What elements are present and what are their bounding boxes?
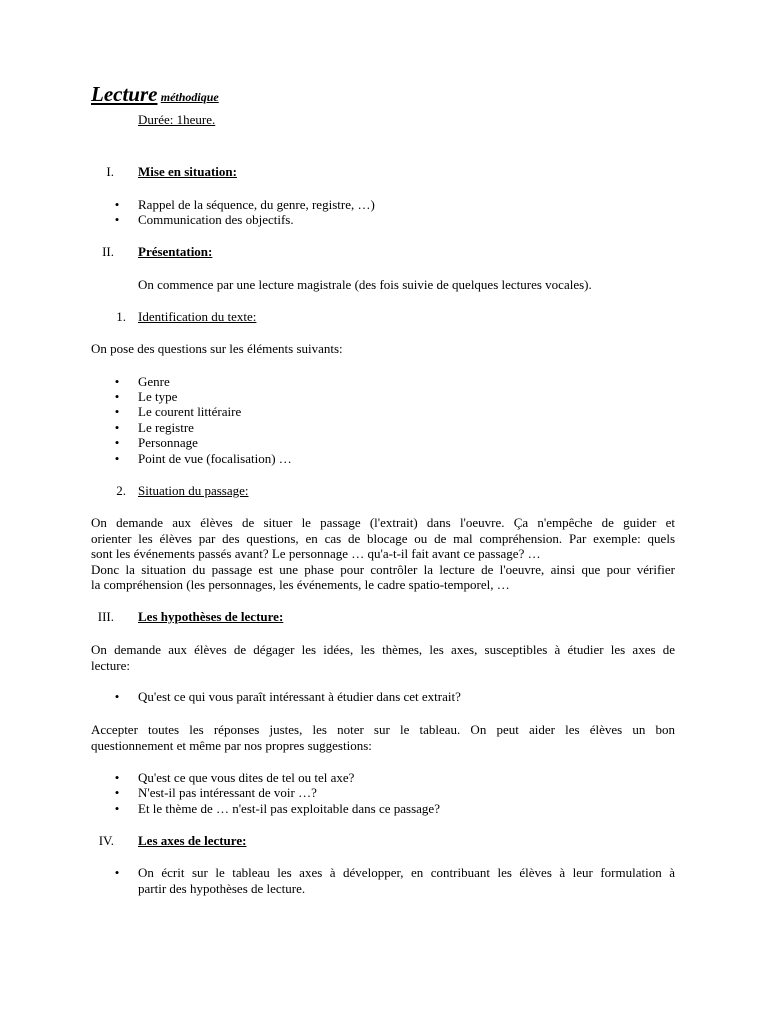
bullet-icon: • — [114, 801, 120, 816]
text-line: On demande aux élèves de situer le passage (l'extrait) dans l'oeuvre. Ça n'empêche de guider et — [91, 515, 675, 530]
bullet-icon: • — [114, 197, 120, 212]
bullet-icon: • — [114, 435, 120, 450]
list-item: Le courent littéraire — [138, 404, 242, 419]
list-item: Communication des objectifs. — [138, 212, 294, 227]
bullet-icon: • — [114, 374, 120, 389]
subsection-1-heading: Identification du texte: — [138, 309, 257, 324]
list-item: Point de vue (focalisation) … — [138, 451, 292, 466]
subsection-2-heading: Situation du passage: — [138, 483, 249, 498]
section-1-heading: Mise en situation: — [138, 164, 237, 179]
paragraph: On pose des questions sur les éléments suivants: — [91, 341, 343, 356]
text-line: On écrit sur le tableau les axes à développer, en contribuant les élèves à leur formulation à — [138, 865, 675, 880]
bullet-icon: • — [114, 389, 120, 404]
text-line: orienter les élèves par des questions, en cas de blocage ou de mal compréhension. Par exemple: quels — [91, 530, 675, 546]
list-item: Le type — [138, 389, 178, 404]
subsection-1-number: 1. — [116, 309, 126, 324]
paragraph: On commence par une lecture magistrale (des fois suivie de quelques lectures vocales). — [138, 277, 592, 292]
bullet-icon: • — [114, 689, 120, 704]
text-line: la compréhension (les personnages, les événements, le cadre spatio-temporel, … — [91, 577, 510, 592]
paragraph — [91, 722, 675, 753]
title-sub: méthodique — [160, 90, 219, 104]
list-item: Rappel de la séquence, du genre, registre, …) — [138, 197, 375, 212]
bullet-icon: • — [114, 770, 120, 785]
section-2-heading: Présentation: — [138, 244, 213, 259]
document-title — [91, 82, 219, 106]
section-3-numeral: III. — [97, 609, 114, 624]
bullet-icon: • — [114, 404, 120, 419]
list-item — [138, 865, 675, 896]
paragraph — [91, 642, 675, 673]
subsection-2-number: 2. — [116, 483, 126, 498]
section-4-heading: Les axes de lecture: — [138, 833, 247, 848]
bullet-icon: • — [114, 865, 120, 880]
text-line: Donc la situation du passage est une phase pour contrôler la lecture de l'oeuvre, ainsi que pour vérifier — [91, 561, 675, 577]
section-1-numeral: I. — [106, 164, 114, 179]
bullet-icon: • — [114, 212, 120, 227]
text-line: On demande aux élèves de dégager les idées, les thèmes, les axes, susceptibles à étudier les axes de — [91, 642, 675, 657]
list-item: Le registre — [138, 420, 194, 435]
title-main: Lecture — [91, 82, 158, 106]
list-item: Genre — [138, 374, 170, 389]
list-item: Qu'est ce que vous dites de tel ou tel axe? — [138, 770, 355, 785]
list-item: Qu'est ce qui vous paraît intéressant à étudier dans cet extrait? — [138, 689, 461, 704]
list-item: Personnage — [138, 435, 198, 450]
text-line: partir des hypothèses de lecture. — [138, 880, 306, 896]
text-line: Accepter toutes les réponses justes, les noter sur le tableau. On peut aider les élèves un bon — [91, 722, 675, 737]
bullet-icon: • — [114, 451, 120, 466]
bullet-icon: • — [114, 785, 120, 800]
list-item: N'est-il pas intéressant de voir …? — [138, 785, 317, 800]
paragraph — [91, 515, 675, 593]
duration: Durée: 1heure. — [138, 112, 216, 127]
text-line: questionnement et même par nos propres suggestions: — [91, 737, 372, 753]
text-line: lecture: — [91, 657, 130, 673]
bullet-icon: • — [114, 420, 120, 435]
section-3-heading: Les hypothèses de lecture: — [138, 609, 284, 624]
list-item: Et le thème de … n'est-il pas exploitable dans ce passage? — [138, 801, 440, 816]
section-4-numeral: IV. — [98, 833, 114, 848]
text-line: sont les événements passés avant? Le personnage … qu'a-t-il fait avant ce passage? … — [91, 546, 541, 561]
section-2-numeral: II. — [102, 244, 114, 259]
